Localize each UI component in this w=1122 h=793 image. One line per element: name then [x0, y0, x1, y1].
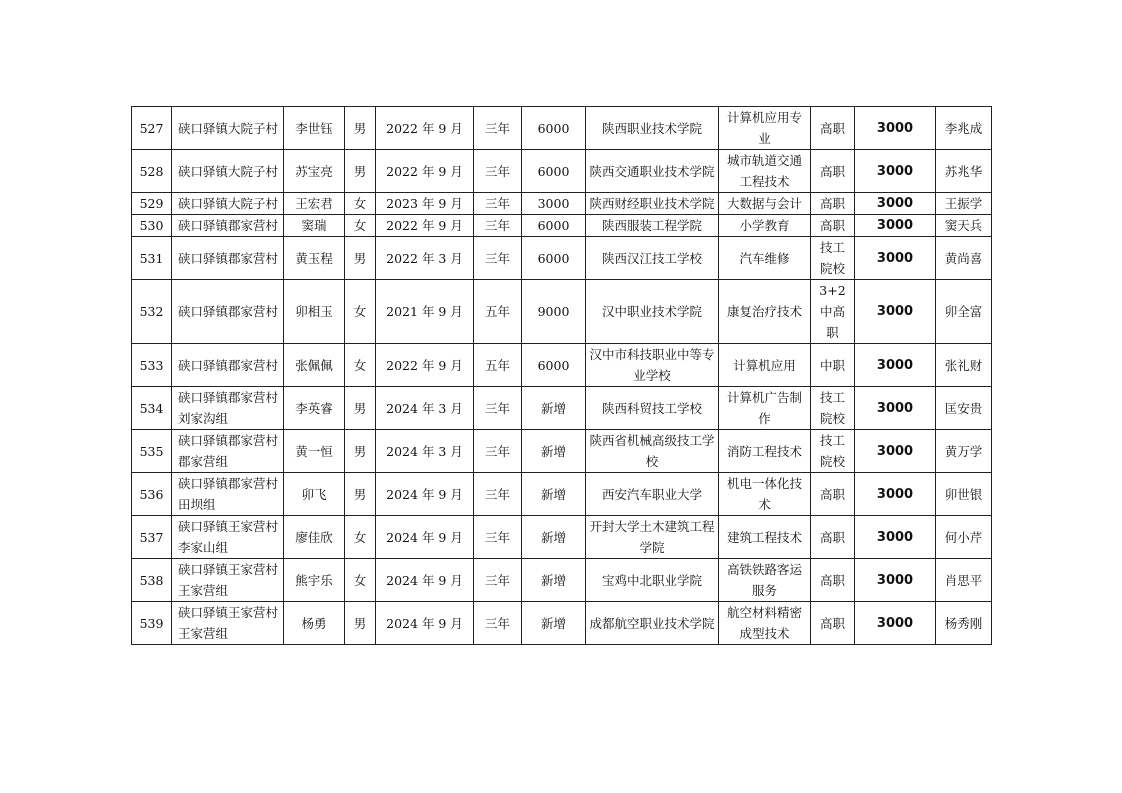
guardian-cell: 卯世银	[936, 473, 992, 516]
row-number: 531	[132, 237, 172, 280]
duration-cell: 三年	[474, 215, 522, 237]
student-name-cell: 窦瑞	[284, 215, 345, 237]
student-name-cell: 苏宝亮	[284, 150, 345, 193]
gender-cell: 男	[345, 107, 376, 150]
guardian-cell: 肖思平	[936, 559, 992, 602]
gender-cell: 女	[345, 280, 376, 344]
village-cell: 硖口驿镇王家营村王家营组	[172, 602, 284, 645]
village-cell: 硖口驿镇大院子村	[172, 150, 284, 193]
student-name-cell: 王宏君	[284, 193, 345, 215]
table-row	[132, 150, 992, 193]
subsidy-amount-cell: 3000	[855, 602, 936, 645]
student-name-cell: 李英睿	[284, 387, 345, 430]
enrollment-date-cell: 2024 年 3 月	[376, 387, 474, 430]
school-cell: 陕西科贸技工学校	[586, 387, 719, 430]
previous-amount-cell: 新增	[522, 602, 586, 645]
guardian-cell: 黄万学	[936, 430, 992, 473]
table-row	[132, 107, 992, 150]
gender-cell: 男	[345, 473, 376, 516]
previous-amount-cell: 新增	[522, 473, 586, 516]
duration-cell: 三年	[474, 559, 522, 602]
student-name-cell: 杨勇	[284, 602, 345, 645]
guardian-cell: 卯全富	[936, 280, 992, 344]
duration-cell: 三年	[474, 193, 522, 215]
student-name-cell: 卯飞	[284, 473, 345, 516]
subsidy-table	[131, 106, 992, 645]
school-cell: 陕西汉江技工学校	[586, 237, 719, 280]
table-body	[132, 107, 992, 645]
previous-amount-cell: 6000	[522, 344, 586, 387]
enrollment-date-cell: 2022 年 9 月	[376, 107, 474, 150]
table-row	[132, 559, 992, 602]
previous-amount-cell: 新增	[522, 559, 586, 602]
enrollment-date-cell: 2022 年 9 月	[376, 150, 474, 193]
major-cell: 机电一体化技术	[719, 473, 811, 516]
row-number: 535	[132, 430, 172, 473]
row-number: 532	[132, 280, 172, 344]
major-cell: 计算机应用	[719, 344, 811, 387]
village-cell: 硖口驿镇王家营村王家营组	[172, 559, 284, 602]
subsidy-amount-cell: 3000	[855, 344, 936, 387]
level-cell: 高职	[811, 150, 855, 193]
enrollment-date-cell: 2022 年 9 月	[376, 215, 474, 237]
gender-cell: 女	[345, 559, 376, 602]
previous-amount-cell: 9000	[522, 280, 586, 344]
duration-cell: 五年	[474, 280, 522, 344]
village-cell: 硖口驿镇大院子村	[172, 107, 284, 150]
level-cell: 高职	[811, 215, 855, 237]
duration-cell: 三年	[474, 602, 522, 645]
gender-cell: 女	[345, 516, 376, 559]
duration-cell: 三年	[474, 473, 522, 516]
school-cell: 成都航空职业技术学院	[586, 602, 719, 645]
subsidy-amount-cell: 3000	[855, 559, 936, 602]
guardian-cell: 窦天兵	[936, 215, 992, 237]
village-cell: 硖口驿镇郡家营村	[172, 280, 284, 344]
village-cell: 硖口驿镇郡家营村	[172, 344, 284, 387]
village-cell: 硖口驿镇郡家营村	[172, 237, 284, 280]
previous-amount-cell: 新增	[522, 430, 586, 473]
level-cell: 技工院校	[811, 387, 855, 430]
table-row	[132, 473, 992, 516]
duration-cell: 三年	[474, 387, 522, 430]
school-cell: 陕西服装工程学院	[586, 215, 719, 237]
subsidy-amount-cell: 3000	[855, 237, 936, 280]
row-number: 527	[132, 107, 172, 150]
school-cell: 汉中职业技术学院	[586, 280, 719, 344]
student-name-cell: 廖佳欣	[284, 516, 345, 559]
major-cell: 小学教育	[719, 215, 811, 237]
previous-amount-cell: 新增	[522, 516, 586, 559]
table-row	[132, 344, 992, 387]
gender-cell: 男	[345, 150, 376, 193]
duration-cell: 三年	[474, 150, 522, 193]
subsidy-amount-cell: 3000	[855, 516, 936, 559]
major-cell: 建筑工程技术	[719, 516, 811, 559]
student-name-cell: 李世钰	[284, 107, 345, 150]
row-number: 537	[132, 516, 172, 559]
row-number: 534	[132, 387, 172, 430]
major-cell: 计算机广告制作	[719, 387, 811, 430]
gender-cell: 男	[345, 237, 376, 280]
row-number: 533	[132, 344, 172, 387]
level-cell: 高职	[811, 473, 855, 516]
table-row	[132, 430, 992, 473]
major-cell: 航空材料精密成型技术	[719, 602, 811, 645]
major-cell: 汽车维修	[719, 237, 811, 280]
gender-cell: 女	[345, 215, 376, 237]
duration-cell: 三年	[474, 430, 522, 473]
table-row	[132, 280, 992, 344]
level-cell: 技工院校	[811, 237, 855, 280]
school-cell: 汉中市科技职业中等专业学校	[586, 344, 719, 387]
subsidy-amount-cell: 3000	[855, 430, 936, 473]
subsidy-amount-cell: 3000	[855, 107, 936, 150]
table-row	[132, 237, 992, 280]
village-cell: 硖口驿镇郡家营村	[172, 215, 284, 237]
student-name-cell: 张佩佩	[284, 344, 345, 387]
subsidy-amount-cell: 3000	[855, 193, 936, 215]
previous-amount-cell: 6000	[522, 237, 586, 280]
guardian-cell: 匡安贵	[936, 387, 992, 430]
village-cell: 硖口驿镇王家营村李家山组	[172, 516, 284, 559]
row-number: 539	[132, 602, 172, 645]
school-cell: 陕西职业技术学院	[586, 107, 719, 150]
duration-cell: 三年	[474, 107, 522, 150]
major-cell: 消防工程技术	[719, 430, 811, 473]
school-cell: 西安汽车职业大学	[586, 473, 719, 516]
level-cell: 技工院校	[811, 430, 855, 473]
previous-amount-cell: 新增	[522, 387, 586, 430]
school-cell: 宝鸡中北职业学院	[586, 559, 719, 602]
school-cell: 陕西财经职业技术学院	[586, 193, 719, 215]
gender-cell: 女	[345, 344, 376, 387]
duration-cell: 五年	[474, 344, 522, 387]
major-cell: 计算机应用专业	[719, 107, 811, 150]
major-cell: 大数据与会计	[719, 193, 811, 215]
enrollment-date-cell: 2024 年 3 月	[376, 430, 474, 473]
school-cell: 开封大学土木建筑工程学院	[586, 516, 719, 559]
table-row	[132, 602, 992, 645]
enrollment-date-cell: 2024 年 9 月	[376, 473, 474, 516]
table-row	[132, 516, 992, 559]
student-name-cell: 卯相玉	[284, 280, 345, 344]
enrollment-date-cell: 2022 年 3 月	[376, 237, 474, 280]
village-cell: 硖口驿镇大院子村	[172, 193, 284, 215]
row-number: 530	[132, 215, 172, 237]
enrollment-date-cell: 2024 年 9 月	[376, 602, 474, 645]
village-cell: 硖口驿镇郡家营村刘家沟组	[172, 387, 284, 430]
duration-cell: 三年	[474, 237, 522, 280]
major-cell: 城市轨道交通工程技术	[719, 150, 811, 193]
previous-amount-cell: 6000	[522, 150, 586, 193]
guardian-cell: 何小芹	[936, 516, 992, 559]
subsidy-amount-cell: 3000	[855, 280, 936, 344]
guardian-cell: 张礼财	[936, 344, 992, 387]
gender-cell: 男	[345, 430, 376, 473]
level-cell: 3+2中高职	[811, 280, 855, 344]
guardian-cell: 李兆成	[936, 107, 992, 150]
gender-cell: 男	[345, 387, 376, 430]
guardian-cell: 杨秀刚	[936, 602, 992, 645]
subsidy-amount-cell: 3000	[855, 215, 936, 237]
guardian-cell: 王振学	[936, 193, 992, 215]
enrollment-date-cell: 2024 年 9 月	[376, 559, 474, 602]
enrollment-date-cell: 2023 年 9 月	[376, 193, 474, 215]
gender-cell: 女	[345, 193, 376, 215]
major-cell: 康复治疗技术	[719, 280, 811, 344]
enrollment-date-cell: 2024 年 9 月	[376, 516, 474, 559]
subsidy-amount-cell: 3000	[855, 473, 936, 516]
duration-cell: 三年	[474, 516, 522, 559]
enrollment-date-cell: 2021 年 9 月	[376, 280, 474, 344]
level-cell: 高职	[811, 107, 855, 150]
table-row	[132, 215, 992, 237]
previous-amount-cell: 3000	[522, 193, 586, 215]
village-cell: 硖口驿镇郡家营村郡家营组	[172, 430, 284, 473]
previous-amount-cell: 6000	[522, 107, 586, 150]
school-cell: 陕西交通职业技术学院	[586, 150, 719, 193]
village-cell: 硖口驿镇郡家营村田坝组	[172, 473, 284, 516]
table-row	[132, 387, 992, 430]
table-row	[132, 193, 992, 215]
student-name-cell: 黄玉程	[284, 237, 345, 280]
enrollment-date-cell: 2022 年 9 月	[376, 344, 474, 387]
level-cell: 中职	[811, 344, 855, 387]
major-cell: 高铁铁路客运服务	[719, 559, 811, 602]
row-number: 528	[132, 150, 172, 193]
student-name-cell: 熊宇乐	[284, 559, 345, 602]
school-cell: 陕西省机械高级技工学校	[586, 430, 719, 473]
row-number: 538	[132, 559, 172, 602]
guardian-cell: 苏兆华	[936, 150, 992, 193]
subsidy-amount-cell: 3000	[855, 150, 936, 193]
level-cell: 高职	[811, 559, 855, 602]
level-cell: 高职	[811, 516, 855, 559]
guardian-cell: 黄尚喜	[936, 237, 992, 280]
student-name-cell: 黄一恒	[284, 430, 345, 473]
previous-amount-cell: 6000	[522, 215, 586, 237]
row-number: 536	[132, 473, 172, 516]
gender-cell: 男	[345, 602, 376, 645]
level-cell: 高职	[811, 193, 855, 215]
level-cell: 高职	[811, 602, 855, 645]
subsidy-amount-cell: 3000	[855, 387, 936, 430]
row-number: 529	[132, 193, 172, 215]
